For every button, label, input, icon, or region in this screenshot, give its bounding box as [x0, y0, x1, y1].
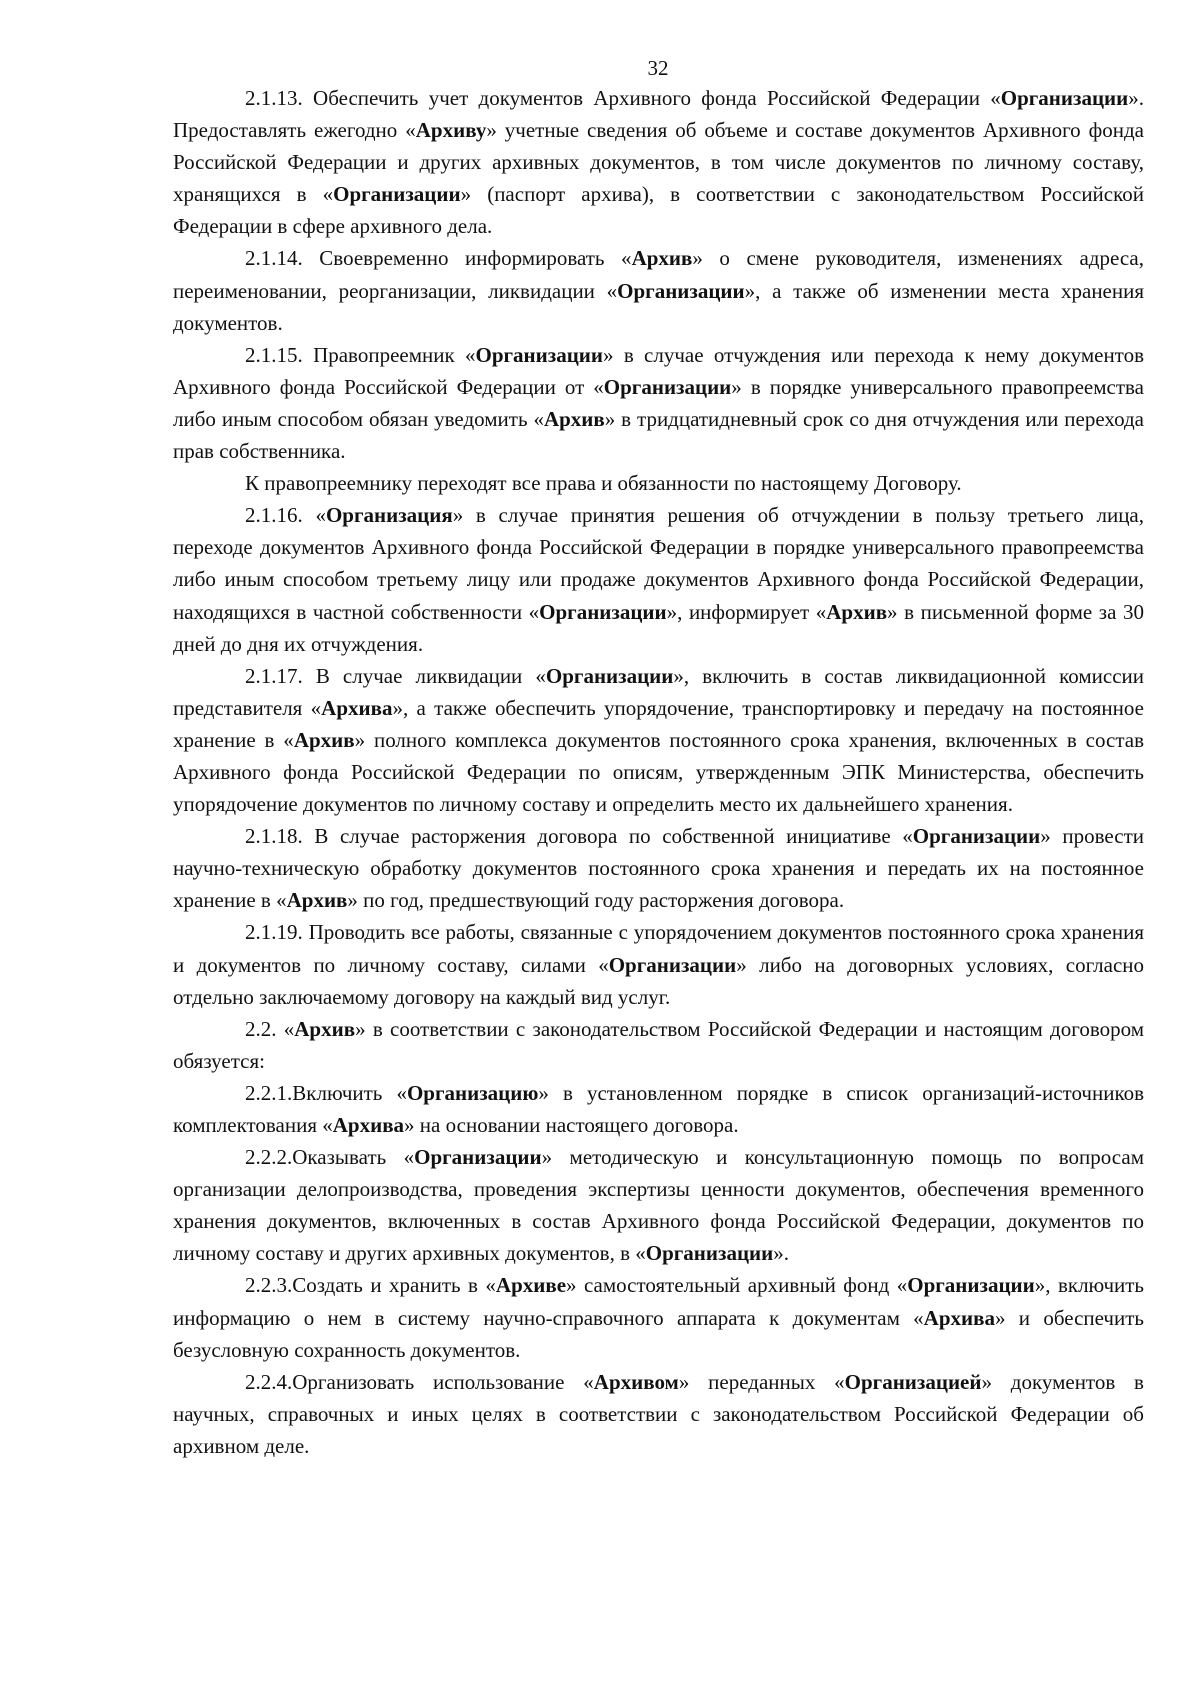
- bold-term: Архиву: [415, 118, 487, 143]
- paragraph: [173, 1077, 1144, 1141]
- text-run: » о смене руководителя, изменениях адреса, переименовании, реорганизации, ликвидации «: [173, 246, 1144, 303]
- paragraph: [173, 1269, 1144, 1365]
- text-run: » в установленном порядке в список организаций-источников комплектования «: [173, 1080, 1144, 1137]
- paragraph: [173, 499, 1144, 659]
- text-run: » провести научно-техническую обработку документов постоянного срока хранения и передать их на постоянное хранение в «: [173, 824, 1144, 913]
- paragraph: [173, 242, 1144, 338]
- text-run: », включить в состав ликвидационной комиссии представителя «: [173, 663, 1144, 720]
- text-run: », информирует «: [666, 599, 827, 624]
- text-run: », включить информацию о нем в систему научно-справочного аппарата к документам «: [173, 1273, 1144, 1330]
- text-run: 2.2.4.Организовать использование «: [245, 1369, 594, 1394]
- text-run: 2.1.13. Обеспечить учет документов Архивного фонда Российской Федерации «: [245, 86, 1001, 110]
- page-number: 32: [647, 56, 669, 80]
- bold-term: Организации: [545, 663, 674, 688]
- text-run: ».: [773, 1241, 789, 1266]
- bold-term: Архив: [286, 888, 348, 913]
- text-run: » в соответствии с законодательством Российской Федерации и настоящим договором обязуется:: [173, 1016, 1144, 1073]
- text-run: » учетные сведения об объеме и составе документов Архивного фонда Российской Федерации и других архивных документов, в том числе документов по личному составу, хранящихся в «: [173, 118, 1144, 207]
- paragraph: [173, 82, 1144, 242]
- bold-term: Организации: [333, 182, 461, 207]
- text-run: » в тридцатидневный срок со дня отчуждения или перехода прав собственника.: [173, 406, 1144, 464]
- paragraph: [173, 1013, 1144, 1077]
- bold-term: Архив: [294, 1016, 356, 1041]
- text-run: » в случае отчуждения или перехода к нему документов Архивного фонда Российской Федерации от «: [173, 342, 1144, 399]
- paragraph: [173, 660, 1144, 820]
- document-body: [173, 82, 1144, 1462]
- bold-term: Архив: [293, 727, 355, 752]
- bold-term: Организации: [1000, 86, 1129, 110]
- text-run: 2.1.16. «: [245, 503, 326, 528]
- paragraph: [173, 467, 1144, 499]
- text-run: » и обеспечить безусловную сохранность документов.: [173, 1305, 1144, 1362]
- text-run: 2.1.19. Проводить все работы, связанные с упорядочением документов постоянного срока хранения и документов по личному составу, силами «: [173, 920, 1144, 977]
- bold-term: Организации: [645, 1241, 774, 1266]
- text-run: 2.1.14. Своевременно информировать «: [245, 246, 632, 271]
- text-run: » на основании настоящего договора.: [404, 1113, 739, 1137]
- bold-term: Организации: [414, 1145, 542, 1170]
- bold-term: Организации: [912, 824, 1041, 849]
- text-run: » полного комплекса документов постоянного срока хранения, включенных в состав Архивного фонда Российской Федерации по описям, утвержденным ЭПК Министерства, обеспечить упорядочение документов по личному составу и определить место их дальнейшего хранения.: [173, 727, 1144, 817]
- bold-term: Организацию: [406, 1080, 539, 1105]
- bold-term: Организации: [539, 599, 667, 624]
- bold-term: Архива: [332, 1113, 405, 1137]
- text-run: » документов в научных, справочных и иных целях в соответствии с законодательством Российской Федерации об архивном деле.: [173, 1369, 1144, 1458]
- text-run: » методическую и консультационную помощь по вопросам организации делопроизводства, проведения экспертизы ценности документов, обеспечения временного хранения документов, включенных в состав Архивного фонда Российской Федерации, документов по личному составу и других архивных документов, в «: [173, 1145, 1144, 1266]
- text-run: К правопреемнику переходят все права и обязанности по настоящему Договору.: [245, 471, 962, 496]
- text-run: 2.2. «: [245, 1016, 295, 1041]
- text-run: 2.1.17. В случае ликвидации «: [245, 663, 546, 688]
- text-run: 2.2.2.Оказывать «: [245, 1145, 415, 1170]
- text-run: 2.2.3.Создать и хранить в «: [245, 1273, 496, 1298]
- text-run: » по год, предшествующий году расторжения договора.: [347, 888, 845, 913]
- text-run: ». Предоставлять ежегодно «: [173, 86, 1144, 143]
- text-run: » в случае принятия решения об отчуждении в пользу третьего лица, переходе документов Архивного фонда Российской Федерации в порядке универсального правопреемства либо иным способом третьему лицу или продаже документов Архивного фонда Российской Федерации, находящихся в частной собственности «: [173, 503, 1144, 624]
- text-run: 2.1.15. Правопреемник «: [245, 342, 476, 367]
- bold-term: Архиве: [495, 1273, 567, 1298]
- text-run: » переданных «: [678, 1369, 845, 1394]
- text-run: » в порядке универсального правопреемства либо иным способом обязан уведомить «: [173, 374, 1144, 431]
- paragraph: [173, 820, 1144, 916]
- paragraph: [173, 1366, 1144, 1462]
- bold-term: Организации: [608, 952, 737, 977]
- bold-term: Архива: [321, 695, 393, 720]
- bold-term: Архив: [543, 406, 605, 431]
- text-run: » либо на договорных условиях, согласно отдельно заключаемому договору на каждый вид услуг.: [173, 952, 1144, 1009]
- bold-term: Организация: [325, 503, 453, 528]
- bold-term: Организации: [617, 278, 745, 303]
- bold-term: Организации: [603, 374, 732, 399]
- paragraph: [173, 916, 1144, 1012]
- paragraph: [173, 1141, 1144, 1269]
- bold-term: Организации: [907, 1273, 1035, 1298]
- text-run: », а также об изменении места хранения документов.: [173, 278, 1145, 335]
- text-run: » в письменной форме за 30 дней до дня их отчуждения.: [173, 599, 1144, 656]
- bold-term: Архив: [826, 599, 888, 624]
- text-run: », а также обеспечить упорядочение, транспортировку и передачу на постоянное хранение в «: [173, 695, 1144, 752]
- text-run: 2.1.18. В случае расторжения договора по собственной инициативе «: [245, 824, 913, 849]
- paragraph: [173, 339, 1144, 467]
- text-run: » (паспорт архива), в соответствии с законодательством Российской Федерации в сфере архивного дела.: [173, 182, 1144, 239]
- text-run: » самостоятельный архивный фонд «: [566, 1273, 908, 1298]
- bold-term: Организации: [475, 342, 603, 367]
- text-run: 2.2.1.Включить «: [245, 1080, 407, 1105]
- bold-term: Архива: [923, 1305, 995, 1330]
- bold-term: Организацией: [844, 1369, 982, 1394]
- bold-term: Архивом: [593, 1369, 679, 1394]
- bold-term: Архив: [631, 246, 693, 271]
